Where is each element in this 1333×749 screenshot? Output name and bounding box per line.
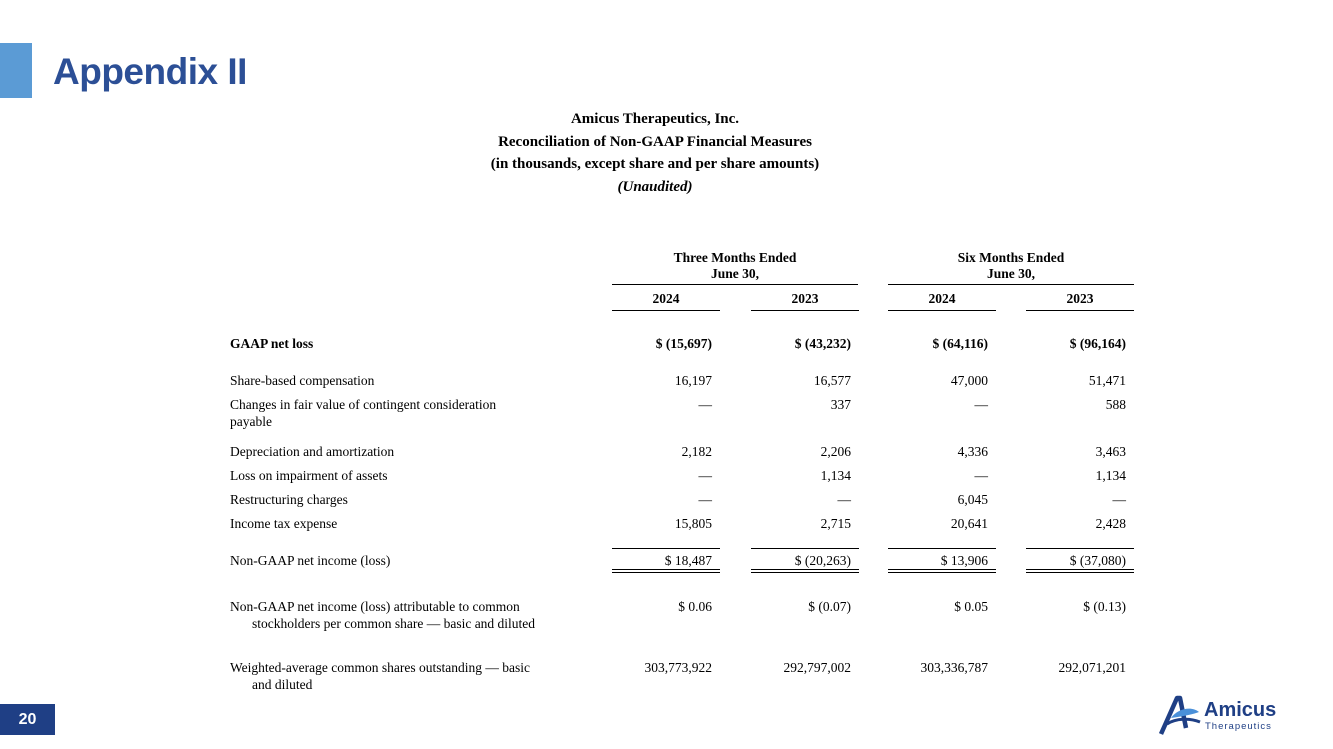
cell-value: —	[698, 397, 712, 412]
report-audit-status: (Unaudited)	[617, 179, 693, 195]
cell-value: —	[698, 468, 712, 483]
header-rule	[751, 310, 859, 311]
cell-value: 292,797,002	[783, 660, 851, 675]
cell-value: 1,134	[820, 468, 851, 483]
cell-value: $ 0.05	[954, 599, 988, 614]
column-year-header: 2023	[791, 291, 819, 306]
column-year-header: 2024	[652, 291, 680, 306]
row-label: Non-GAAP net income (loss) attributable to common	[230, 599, 520, 614]
cell-value: $ 18,487	[664, 553, 712, 568]
slide-title: Appendix II	[53, 51, 247, 92]
double-rule	[612, 572, 720, 573]
cell-value: —	[1112, 492, 1126, 507]
double-rule	[1026, 572, 1134, 573]
cell-value: $ (15,697)	[655, 336, 712, 351]
column-group-label: June 30,	[710, 266, 759, 281]
cell-value: —	[974, 468, 988, 483]
row-label-continued: payable	[230, 414, 272, 429]
cell-value: 4,336	[957, 444, 988, 459]
row-label: GAAP net loss	[230, 336, 314, 351]
logo-subtitle: Therapeutics	[1205, 721, 1272, 732]
cell-value: 292,071,201	[1058, 660, 1126, 675]
cell-value: 337	[830, 397, 851, 412]
cell-value: 3,463	[1095, 444, 1126, 459]
double-rule	[888, 572, 996, 573]
header-rule	[612, 310, 720, 311]
cell-value: 1,134	[1095, 468, 1126, 483]
total-rule	[1026, 548, 1134, 549]
row-label-continued: stockholders per common share — basic and diluted	[252, 616, 536, 631]
row-label: Share-based compensation	[230, 373, 375, 388]
cell-value: 588	[1105, 397, 1126, 412]
cell-value: 303,336,787	[920, 660, 988, 675]
double-rule	[751, 572, 859, 573]
cell-value: $ 13,906	[940, 553, 988, 568]
cell-value: $ 0.06	[678, 599, 712, 614]
cell-value: $ (37,080)	[1069, 553, 1126, 568]
cell-value: —	[974, 397, 988, 412]
cell-value: 47,000	[950, 373, 988, 388]
report-units: (in thousands, except share and per share amounts)	[490, 156, 820, 172]
cell-value: 2,206	[820, 444, 851, 459]
row-label: Weighted-average common shares outstanding — basic	[230, 660, 530, 675]
double-rule	[751, 569, 859, 570]
column-year-header: 2024	[928, 291, 956, 306]
amicus-logo-icon	[1158, 694, 1202, 736]
cell-value: —	[698, 492, 712, 507]
cell-value: 15,805	[674, 516, 712, 531]
double-rule	[612, 569, 720, 570]
total-rule	[888, 548, 996, 549]
row-label: Income tax expense	[230, 516, 338, 531]
page-number-badge: 20	[0, 704, 55, 735]
cell-value: —	[837, 492, 851, 507]
cell-value: 6,045	[957, 492, 988, 507]
row-label: Non-GAAP net income (loss)	[230, 553, 391, 568]
row-label: Loss on impairment of assets	[230, 468, 388, 483]
header-rule	[612, 284, 858, 285]
header-rule	[888, 310, 996, 311]
cell-value: $ (64,116)	[932, 336, 988, 351]
header-rule	[1026, 310, 1134, 311]
cell-value: 16,197	[674, 373, 712, 388]
cell-value: 20,641	[950, 516, 988, 531]
cell-value: 2,182	[681, 444, 712, 459]
row-label: Changes in fair value of contingent consideration	[230, 397, 497, 412]
column-group-label: June 30,	[986, 266, 1035, 281]
logo-name: Amicus	[1204, 699, 1277, 721]
cell-value: 2,715	[820, 516, 851, 531]
cell-value: $ (96,164)	[1069, 336, 1126, 351]
double-rule	[1026, 569, 1134, 570]
cell-value: $ (43,232)	[794, 336, 851, 351]
cell-value: 51,471	[1088, 373, 1126, 388]
row-label: Restructuring charges	[230, 492, 348, 507]
cell-value: 303,773,922	[644, 660, 712, 675]
column-group-label: Three Months Ended	[673, 250, 797, 265]
report-company: Amicus Therapeutics, Inc.	[570, 111, 740, 127]
report-title: Reconciliation of Non-GAAP Financial Measures	[498, 134, 812, 150]
row-label: Depreciation and amortization	[230, 444, 395, 459]
total-rule	[751, 548, 859, 549]
cell-value: 16,577	[813, 373, 851, 388]
column-group-label: Six Months Ended	[957, 250, 1065, 265]
title-accent-bar	[0, 43, 32, 98]
cell-value: $ (0.13)	[1083, 599, 1126, 614]
header-rule	[888, 284, 1134, 285]
double-rule	[888, 569, 996, 570]
company-logo	[1158, 694, 1283, 736]
total-rule	[612, 548, 720, 549]
cell-value: 2,428	[1095, 516, 1126, 531]
cell-value: $ (20,263)	[794, 553, 851, 568]
row-label-continued: and diluted	[252, 677, 313, 692]
cell-value: $ (0.07)	[808, 599, 851, 614]
column-year-header: 2023	[1066, 291, 1094, 306]
